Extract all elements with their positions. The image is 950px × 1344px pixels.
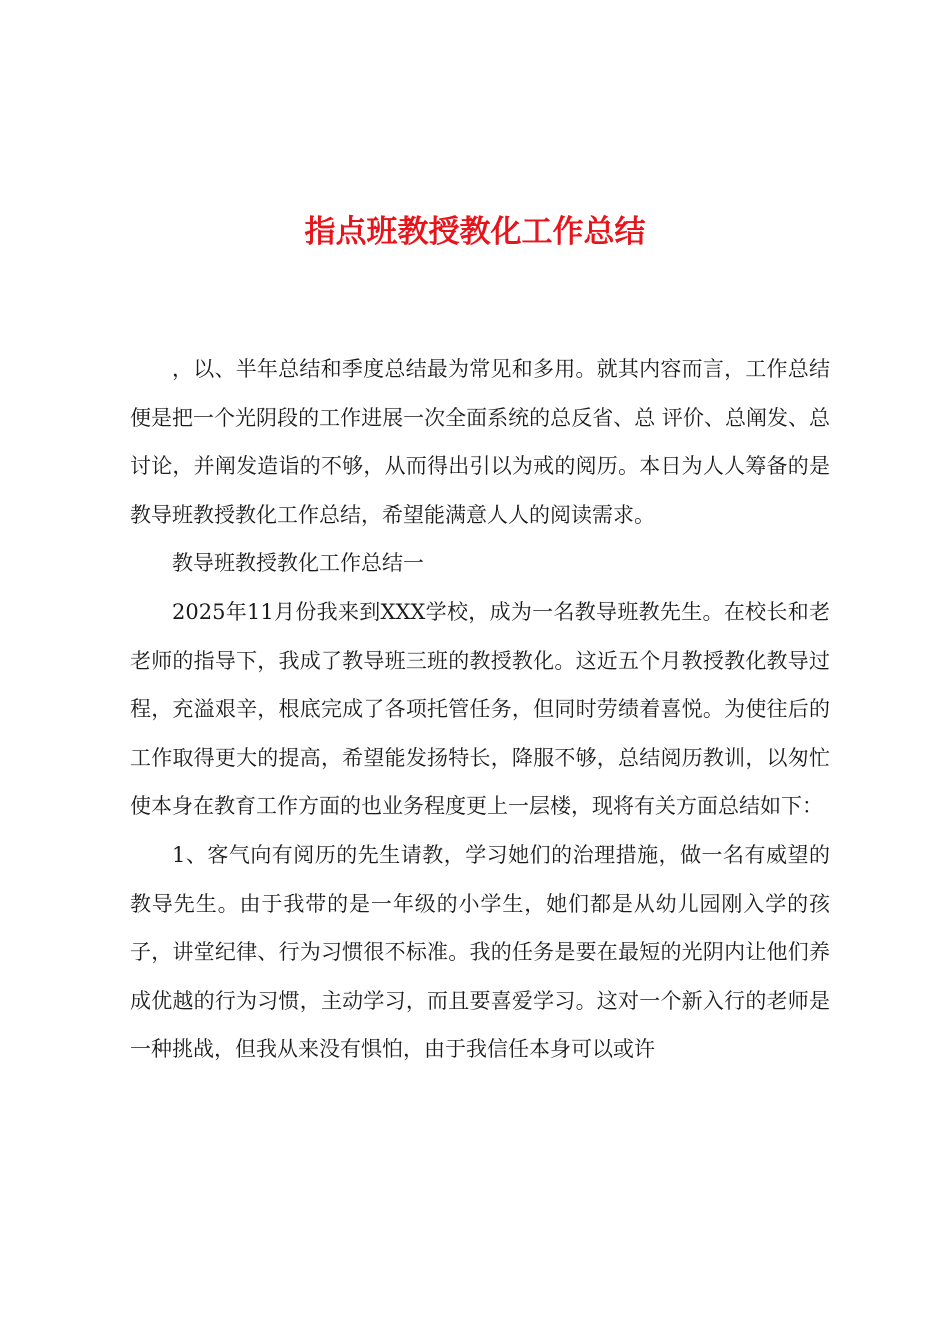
document-body bbox=[130, 345, 830, 1074]
body-paragraph: 2025年11月份我来到XXX学校，成为一名教导班教先生。在校长和老老师的指导下，我成了教导班三班的教授教化。这近五个月教授教化教导过程，充溢艰辛，根底完成了各项托管任务，但同时劳绩着喜悦。为使往后的工作取得更大的提高，希望能发扬特长，降服不够，总结阅历教训，以匆忙使本身在教育工作方面的也业务程度更上一层楼，现将有关方面总结如下： bbox=[130, 599, 830, 819]
intro-paragraph: ，以、半年总结和季度总结最为常见和多用。就其内容而言，工作总结便是把一个光阴段的工作进展一次全面系统的总反省、总 评价、总阐发、总讨论，并阐发造诣的不够，从而得出引以为戒的阅历。本日为人人筹备的是教导班教授教化工作总结，希望能满意人人的阅读需求。 bbox=[130, 357, 830, 527]
section-heading: 教导班教授教化工作总结一 bbox=[172, 551, 424, 576]
body-paragraph: 1、客气向有阅历的先生请教，学习她们的治理措施，做一名有威望的教导先生。由于我带的是一年级的小学生，她们都是从幼儿园刚入学的孩子，讲堂纪律、行为习惯很不标准。我的任务是要在最短的光阴内让他们养成优越的行为习惯，主动学习，而且要喜爱学习。这对一个新入行的老师是一种挑战，但我从来没有惧怕，由于我信任本身可以或许 bbox=[130, 842, 830, 1062]
document-title: 指点班教授教化工作总结 bbox=[304, 214, 646, 250]
